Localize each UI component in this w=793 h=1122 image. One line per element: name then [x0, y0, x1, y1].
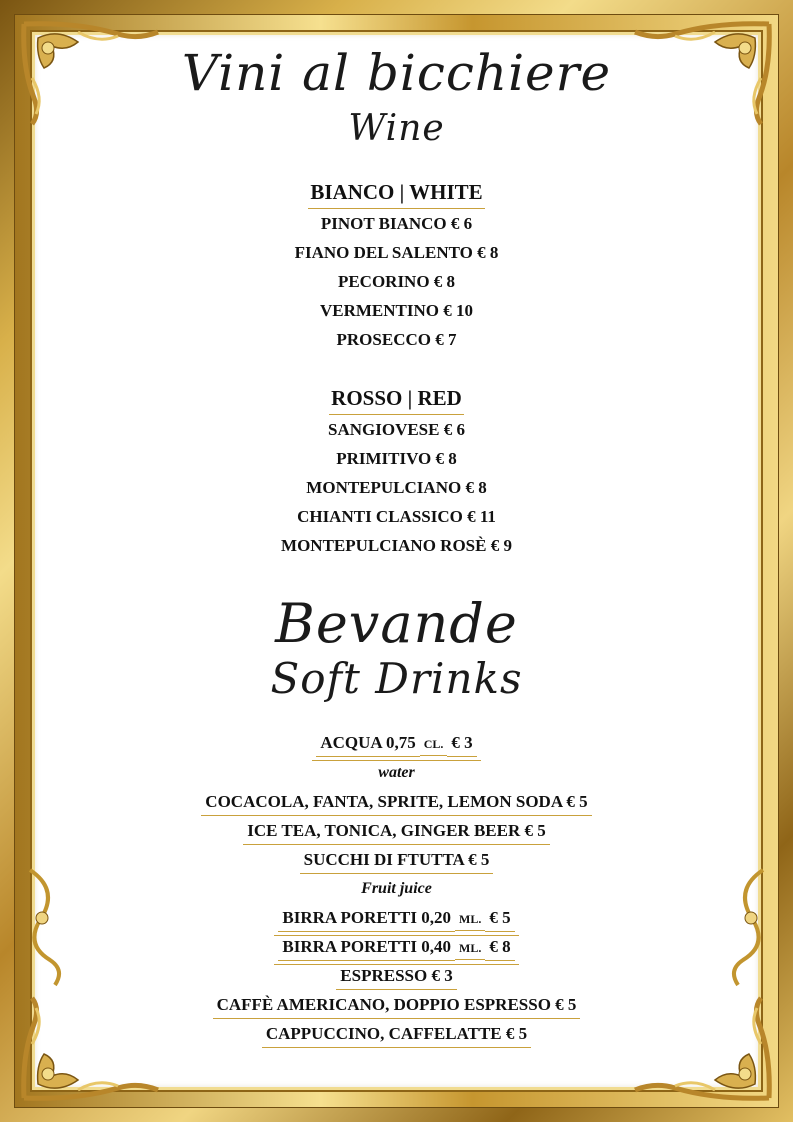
wine-item: PECORINO € 8: [337, 272, 456, 291]
acqua-price: € 3: [447, 733, 476, 757]
white-heading-label: BIANCO | WHITE: [308, 180, 484, 209]
cappuccino-label: CAPPUCCINO, CAFFELATTE € 5: [262, 1024, 531, 1048]
drink-item-tea: [0, 821, 793, 845]
beer-small-unit: ML.: [455, 912, 485, 931]
acqua-unit: CL.: [420, 737, 448, 756]
beer-small-price: € 5: [485, 908, 514, 932]
red-heading: [0, 386, 793, 415]
wine-item: PROSECCO € 7: [336, 330, 457, 349]
drink-item-juice: [0, 850, 793, 874]
beer-large-price: € 8: [485, 937, 514, 961]
red-heading-label: ROSSO | RED: [329, 386, 464, 415]
sodas-label: COCACOLA, FANTA, SPRITE, LEMON SODA € 5: [201, 792, 591, 816]
tea-label: ICE TEA, TONICA, GINGER BEER € 5: [243, 821, 550, 845]
beer-large-unit: ML.: [455, 941, 485, 960]
drink-item-beer-large: [0, 937, 793, 965]
drink-item-americano: [0, 995, 793, 1019]
white-heading: [0, 180, 793, 209]
espresso-label: ESPRESSO € 3: [336, 966, 456, 990]
wine-item: SANGIOVESE € 6: [328, 420, 465, 439]
wine-item: CHIANTI CLASSICO € 11: [297, 507, 496, 526]
drink-note-water: water: [378, 764, 415, 781]
beer-large-name: BIRRA PORETTI 0,40: [278, 937, 455, 961]
drink-item-sodas: [0, 792, 793, 816]
drink-item-espresso: [0, 966, 793, 990]
beer-small-name: BIRRA PORETTI 0,20: [278, 908, 455, 932]
drinks-title: Bevande: [275, 592, 518, 655]
wine-item: MONTEPULCIANO € 8: [306, 478, 487, 497]
juice-label: SUCCHI DI FTUTTA € 5: [300, 850, 494, 874]
drinks-subtitle: Soft Drinks: [270, 654, 523, 703]
americano-label: CAFFÈ AMERICANO, DOPPIO ESPRESSO € 5: [213, 995, 581, 1019]
wine-item: FIANO DEL SALENTO € 8: [294, 243, 499, 262]
drink-item-beer-small: [0, 908, 793, 936]
drink-note-juice: Fruit juice: [361, 880, 432, 897]
wine-item: MONTEPULCIANO ROSÈ € 9: [281, 536, 512, 555]
wine-title: Vini al bicchiere: [181, 44, 612, 102]
drink-item-acqua: [0, 733, 793, 761]
drink-item-cappuccino: [0, 1024, 793, 1048]
wine-subtitle: Wine: [348, 108, 445, 149]
wine-item: PRIMITIVO € 8: [336, 449, 457, 468]
acqua-name: ACQUA 0,75: [316, 733, 419, 757]
wine-item: VERMENTINO € 10: [319, 301, 473, 320]
wine-item: PINOT BIANCO € 6: [320, 214, 473, 233]
